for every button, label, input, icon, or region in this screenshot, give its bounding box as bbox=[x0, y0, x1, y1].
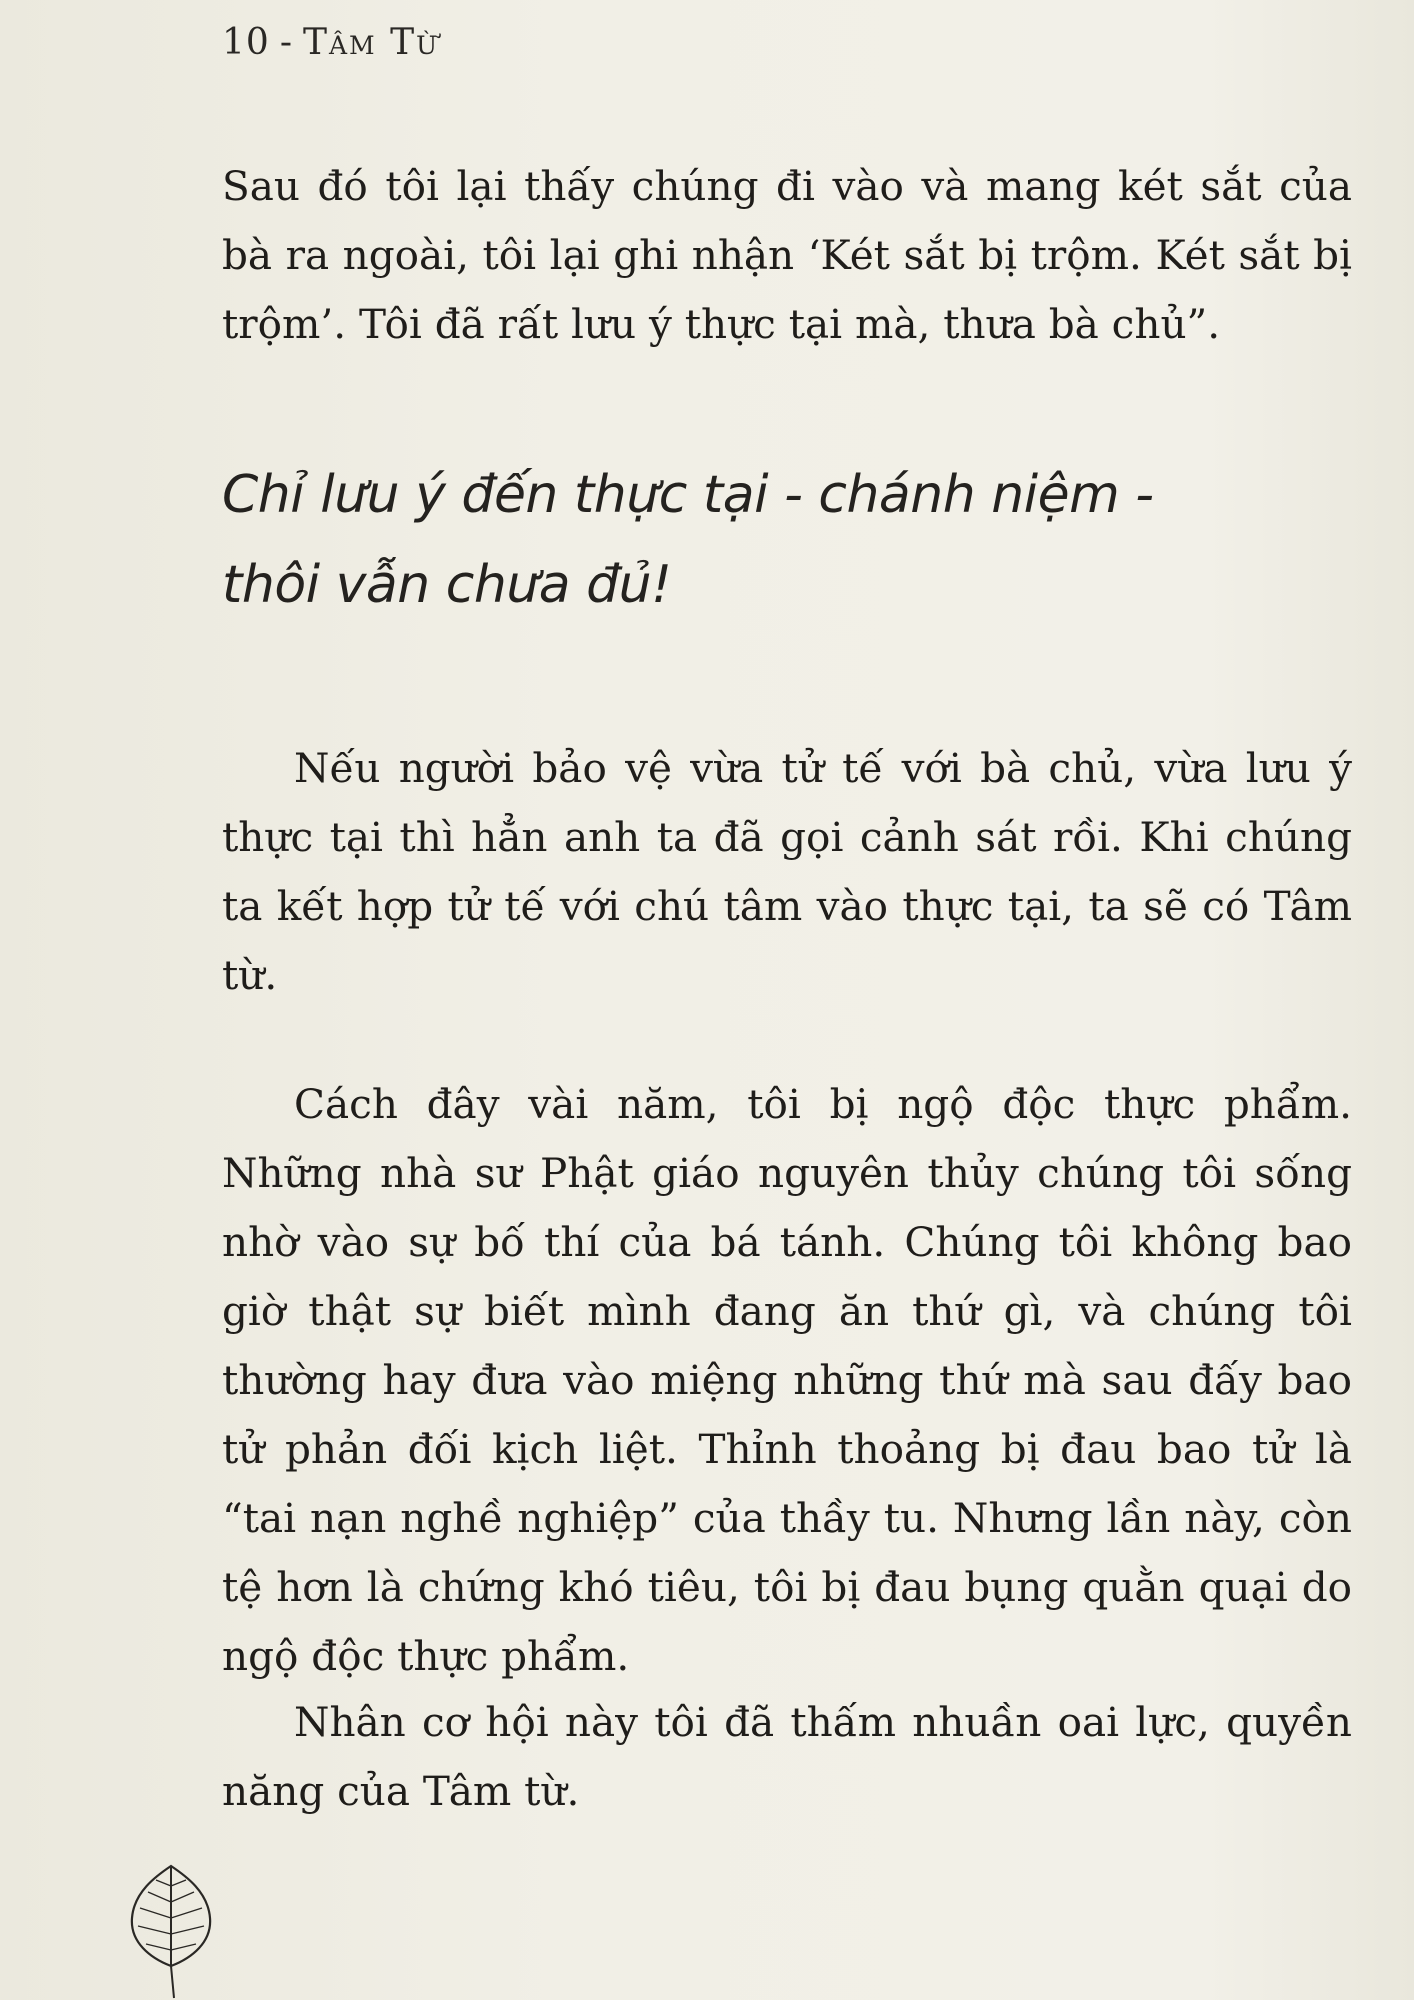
paragraph-4: Nhân cơ hội này tôi đã thấm nhuần oai lực, quyền năng của Tâm từ. bbox=[222, 1698, 1352, 1815]
page-number: 10 bbox=[222, 22, 270, 63]
chapter-title: Tâm Từ bbox=[302, 22, 440, 63]
paragraph-1: Sau đó tôi lại thấy chúng đi vào và mang két sắt của bà ra ngoài, tôi lại ghi nhận ‘Két sắt bị trộm. Két sắt bị trộm’. Tôi đã rất lưu ý thực tại mà, thưa bà chủ”. bbox=[222, 162, 1352, 348]
running-header bbox=[222, 22, 439, 63]
section-heading-line-1: Chỉ lưu ý đến thực tại - chánh niệm - bbox=[222, 465, 1154, 525]
paragraph-2: Nếu người bảo vệ vừa tử tế với bà chủ, vừa lưu ý thực tại thì hẳn anh ta đã gọi cảnh sát rồi. Khi chúng ta kết hợp tử tế với chú tâm vào thực tại, ta sẽ có Tâm từ. bbox=[222, 744, 1352, 999]
paragraph-3: Cách đây vài năm, tôi bị ngộ độc thực phẩm. Những nhà sư Phật giáo nguyên thủy chúng tôi sống nhờ vào sự bố thí của bá tánh. Chúng tôi không bao giờ thật sự biết mình đang ăn thứ gì, và chúng tôi thường hay đưa vào miệng những thứ mà sau đấy bao tử phản đối kịch liệt. Thỉnh thoảng bị đau bao tử là “tai nạn nghề nghiệp” của thầy tu. Nhưng lần này, còn tệ hơn là chứng khó tiêu, tôi bị đau bụng quằn quại do ngộ độc thực phẩm. bbox=[222, 1080, 1352, 1680]
bodhi-leaf-icon bbox=[126, 1862, 216, 2000]
header-separator: - bbox=[279, 22, 293, 63]
section-heading bbox=[222, 450, 1352, 630]
section-heading-line-2: thôi vẫn chưa đủ! bbox=[222, 555, 672, 615]
